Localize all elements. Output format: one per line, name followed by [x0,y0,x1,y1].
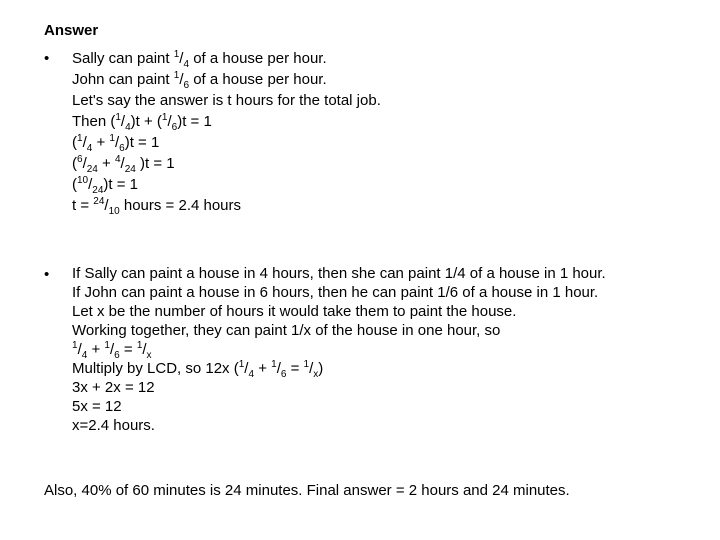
line-sally-rate: Sally can paint $^1/_4$ of a house per hour. [72,49,327,70]
bullet-1: • [44,50,50,67]
line-sally-reasoning: If Sally can paint a house in 4 hours, then she can paint 1/4 of a house in 1 hour. [72,265,606,282]
line-equation-3x: 3x + 2x = 12 [72,379,155,396]
line-fraction-equation: $^1/_4 + ^1/_6 = ^1/_x$ [72,340,152,361]
line-equation-2: $(^1/_4 + ^1/_6)t = 1$ [72,133,160,154]
solution-method-2 [72,264,606,435]
solution-method-1 [72,48,381,216]
line-equation-3: ($^6/_{24} + ^4/_{24}$ )t = 1 [72,154,175,175]
line-let-x: Let x be the number of hours it would take them to paint the house. [72,303,517,320]
line-equation-4: $(^{10}/_{24})t = 1$ [72,175,139,196]
line-john-reasoning: If John can paint a house in 6 hours, then he can paint 1/6 of a house in 1 hour. [72,284,599,301]
line-assume-t: Let's say the answer is t hours for the total job. [72,92,381,109]
line-result-1: $t = ^{24}/_{10}$ hours = 2.4 hours [72,196,242,217]
line-working-together: Working together, they can paint 1/x of the house in one hour, so [72,322,501,339]
bullet-2: • [44,266,50,283]
final-answer: Also, 40% of 60 minutes is 24 minutes. Final answer = 2 hours and 24 minutes. [44,482,570,499]
line-multiply-lcd: Multiply by LCD, so 12x $(^1/_4 + ^1/_6 = ^1/_x)$ [72,359,324,380]
line-john-rate: John can paint $^1/_6$ of a house per hour. [72,70,327,91]
line-equation-1: Then $(^1/_4)t + (^1/_6)t = 1$ [72,112,212,133]
line-equation-5x: 5x = 12 [72,398,122,415]
line-result-2: x=2.4 hours. [72,417,155,434]
answer-heading: Answer [44,22,99,39]
